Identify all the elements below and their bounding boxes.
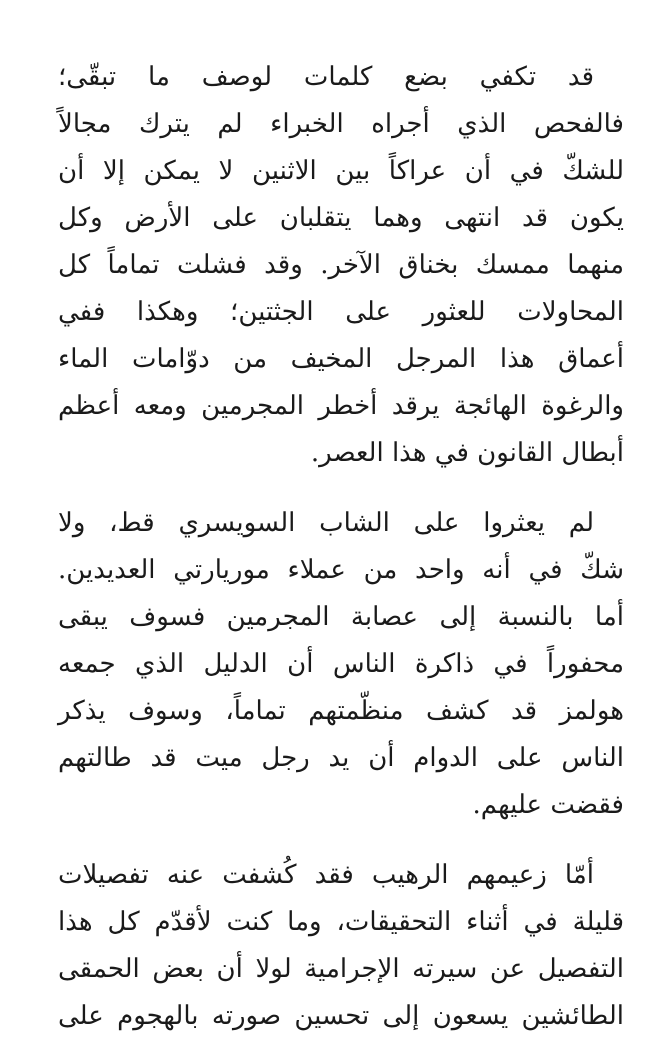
text-line: منهما ممسك بخناق الآخر. وقد فشلت تماماً كل xyxy=(58,250,624,280)
text-line: يكون قد انتهى وهما يتقلبان على الأرض وكل xyxy=(58,203,624,233)
text-line: الطائشين يسعون إلى تحسين صورته بالهجوم على xyxy=(58,1001,624,1031)
text-line: قليلة في أثناء التحقيقات، وما كنت لأقدّم كل هذا xyxy=(58,907,624,937)
paragraph-1 xyxy=(58,54,624,477)
text-line: أمّا زعيمهم الرهيب فقد كُشفت عنه تفصيلات xyxy=(58,860,594,890)
text-line: فقضت عليهم. xyxy=(472,790,624,820)
text-line: أما بالنسبة إلى عصابة المجرمين فسوف يبقى xyxy=(58,602,624,632)
text-line: لم يعثروا على الشاب السويسري قط، ولا xyxy=(58,508,594,538)
text-line: والرغوة الهائجة يرقد أخطر المجرمين ومعه أعظم xyxy=(58,391,624,421)
text-line: محفوراً في ذاكرة الناس أن الدليل الذي جمعه xyxy=(58,649,624,679)
text-line: الناس على الدوام أن يد رجل ميت قد طالتهم xyxy=(58,743,624,773)
text-line: للشكّ في أن عراكاً بين الاثنين لا يمكن إلا أن xyxy=(58,156,624,186)
text-line: هولمز قد كشف منظّمتهم تماماً، وسوف يذكر xyxy=(58,696,624,726)
text-line: قد تكفي بضع كلمات لوصف ما تبقّى؛ xyxy=(58,62,594,92)
text-line: التفصيل عن سيرته الإجرامية لولا أن بعض الحمقى xyxy=(58,954,624,984)
book-page xyxy=(58,54,624,1040)
text-line: المحاولات للعثور على الجثتين؛ وهكذا ففي xyxy=(58,297,624,327)
paragraph-2 xyxy=(58,500,624,829)
text-line: فالفحص الذي أجراه الخبراء لم يترك مجالاً xyxy=(58,109,624,139)
text-line: أعماق هذا المرجل المخيف من دوّامات الماء xyxy=(58,344,624,374)
paragraph-3 xyxy=(58,852,624,1040)
text-line: شكّ في أنه واحد من عملاء موريارتي العديدين. xyxy=(58,555,624,585)
text-line: أبطال القانون في هذا العصر. xyxy=(310,438,624,468)
